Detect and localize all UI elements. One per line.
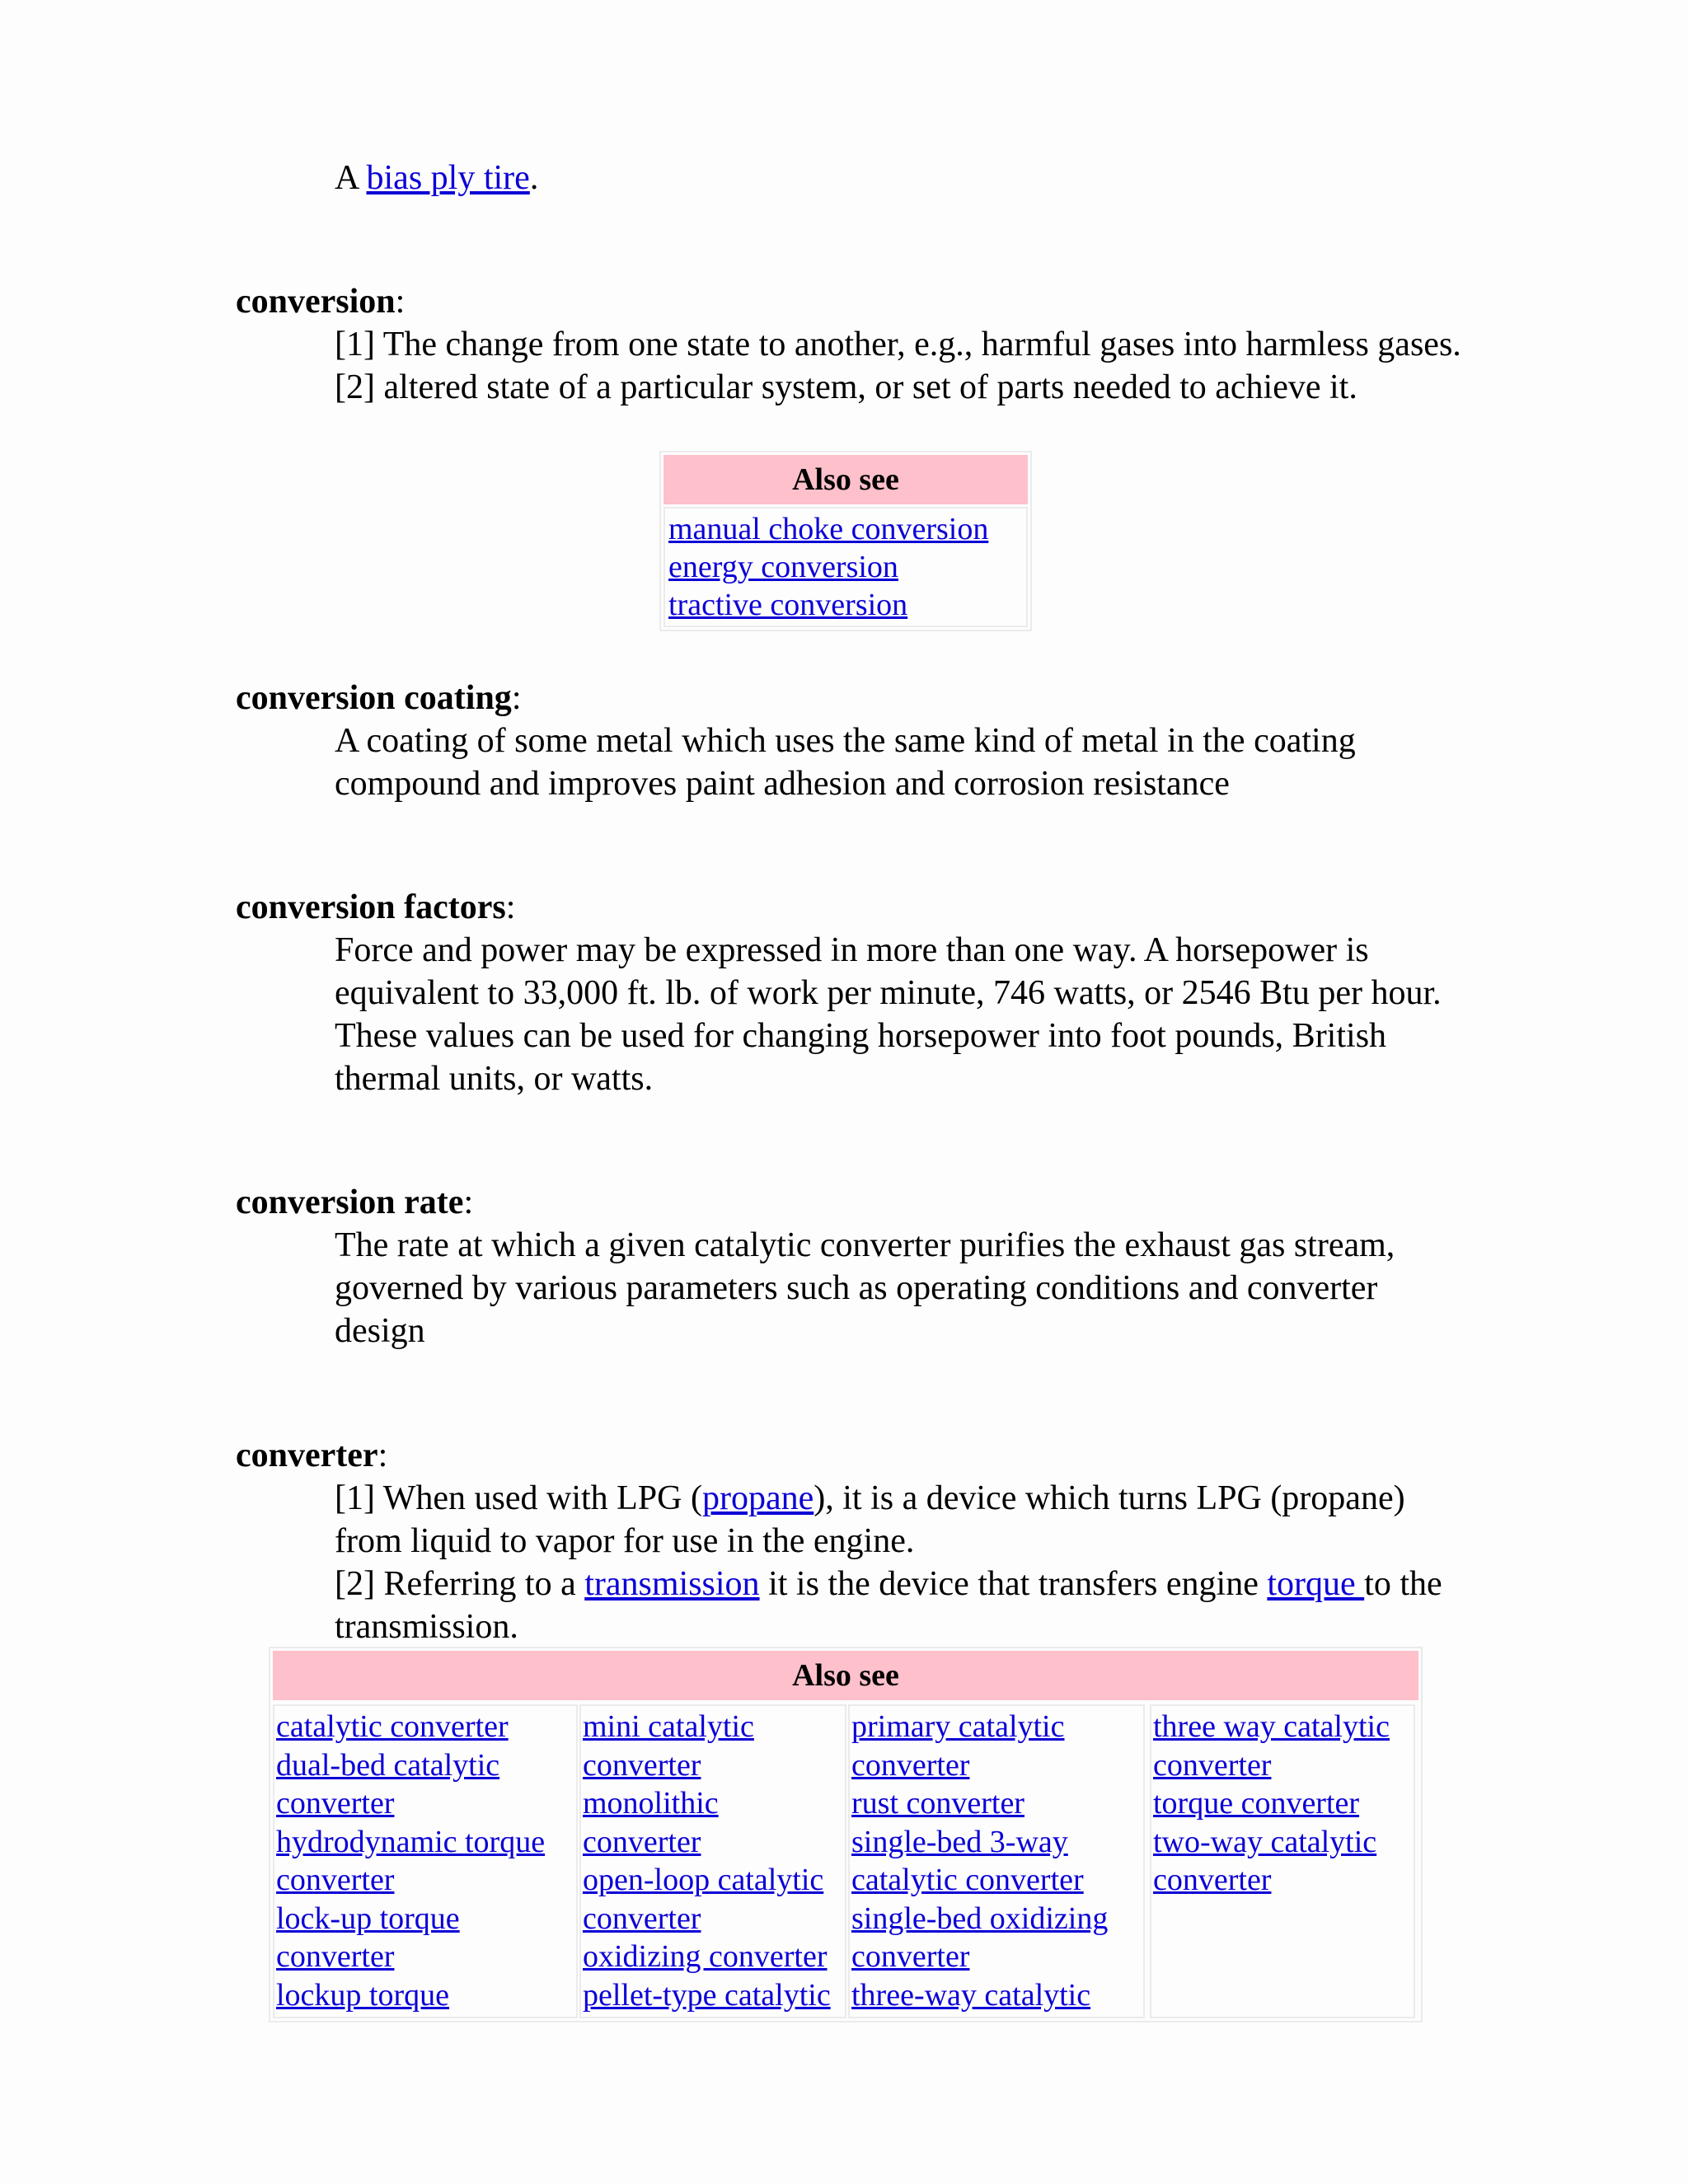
also-see-heading: Also see bbox=[273, 1651, 1418, 1700]
also-see-heading: Also see bbox=[663, 455, 1028, 504]
also-see-link[interactable]: mini catalytic bbox=[583, 1709, 754, 1744]
also-see-link[interactable]: open-loop catalytic bbox=[583, 1863, 824, 1897]
also-see-link[interactable]: lock-up torque bbox=[276, 1900, 460, 1936]
propane-link[interactable]: propane bbox=[701, 1479, 814, 1517]
also-see-link[interactable]: two-way catalytic bbox=[1153, 1824, 1377, 1859]
also-see-column-1 bbox=[273, 1704, 578, 2018]
transmission-link[interactable]: transmission bbox=[584, 1565, 760, 1603]
also-see-link[interactable]: converter bbox=[276, 1939, 395, 1974]
also-see-links bbox=[663, 507, 1028, 627]
also-see-columns bbox=[273, 1704, 1418, 2018]
bias-ply-tire-link[interactable]: bias ply tire bbox=[366, 159, 530, 197]
also-see-link[interactable]: oxidizing converter bbox=[583, 1939, 828, 1974]
definition-converter: [1] When used with LPG (propane), it is a device which turns LPG (propane) from liquid to vapor for use in the engine. [2] Referring to a transmission it is the device that transfers engine torque to the transmission. bbox=[335, 1479, 1442, 1646]
also-see-link[interactable]: single-bed 3-way bbox=[851, 1824, 1068, 1859]
tractive-conversion-link[interactable]: tractive conversion bbox=[668, 588, 908, 622]
also-see-link[interactable]: primary catalytic bbox=[851, 1709, 1065, 1744]
also-see-link[interactable]: three way catalytic bbox=[1153, 1709, 1390, 1744]
also-see-link[interactable]: converter bbox=[851, 1939, 970, 1974]
entry-conversion-rate: conversion rate: The rate at which a given catalytic converter purifies the exhaust gas stream, governed by various parameters such as operating conditions and converter design bbox=[236, 1181, 1472, 1352]
entry-conversion-factors: conversion factors: Force and power may be expressed in more than one way. A horsepower is equivalent to 33,000 ft. lb. of work per minute, 746 watts, or 2546 Btu per hour. These values can be used for changing horsepower into foot pounds, British thermal units, or watts. bbox=[236, 886, 1472, 1100]
also-see-link[interactable]: catalytic converter bbox=[851, 1863, 1084, 1897]
also-see-link[interactable]: single-bed oxidizing bbox=[851, 1900, 1109, 1936]
also-see-link[interactable]: converter bbox=[851, 1747, 970, 1783]
also-see-link[interactable]: converter bbox=[583, 1824, 701, 1859]
also-see-column-4 bbox=[1150, 1704, 1415, 2018]
also-see-link[interactable]: monolithic bbox=[583, 1786, 719, 1821]
term-conversion-coating: conversion coating bbox=[236, 679, 512, 717]
definition-conversion: [1] The change from one state to another, e.g., harmful gases into harmless gases. [2] altered state of a particular system, or set of parts needed to achieve it. bbox=[335, 326, 1461, 406]
definition-conversion-factors: Force and power may be expressed in more than one way. A horsepower is equivalent to 33,000 ft. lb. of work per minute, 746 watts, or 2546 Btu per hour. These values can be used for changing horsepower into foot pounds, British thermal units, or watts. bbox=[335, 931, 1442, 1098]
term-converter: converter bbox=[236, 1436, 378, 1474]
also-see-link[interactable]: catalytic converter bbox=[276, 1709, 509, 1744]
intro-line: A bias ply tire. bbox=[335, 159, 539, 197]
also-see-link[interactable]: converter bbox=[1153, 1863, 1272, 1897]
also-see-link[interactable]: converter bbox=[583, 1900, 701, 1936]
also-see-link[interactable]: rust converter bbox=[851, 1786, 1025, 1821]
entry-converter: converter: [1] When used with LPG (propane), it is a device which turns LPG (propane) from liquid to vapor for use in the engine. [2] Referring to a transmission it is the device that transfers engine torque to the transmission. bbox=[236, 1434, 1472, 1648]
also-see-column-2 bbox=[579, 1704, 846, 2018]
also-see-link[interactable]: three-way catalytic bbox=[851, 1977, 1091, 2013]
also-see-link[interactable]: pellet-type catalytic bbox=[583, 1977, 831, 2013]
also-see-link[interactable]: converter bbox=[583, 1747, 701, 1783]
manual-choke-conversion-link[interactable]: manual choke conversion bbox=[668, 512, 989, 546]
entry-conversion-coating: conversion coating: A coating of some metal which uses the same kind of metal in the coating compound and improves paint adhesion and corrosion resistance bbox=[236, 677, 1472, 805]
energy-conversion-link[interactable]: energy conversion bbox=[668, 550, 898, 584]
definition-conversion-coating: A coating of some metal which uses the same kind of metal in the coating compound and improves paint adhesion and corrosion resistance bbox=[335, 722, 1356, 803]
also-see-box-converter bbox=[269, 1647, 1423, 2022]
definition-conversion-rate: The rate at which a given catalytic converter purifies the exhaust gas stream, governed by various parameters such as operating conditions and converter design bbox=[335, 1226, 1395, 1350]
also-see-link[interactable]: torque converter bbox=[1153, 1786, 1360, 1821]
term-conversion-rate: conversion rate bbox=[236, 1183, 464, 1221]
also-see-link[interactable]: converter bbox=[276, 1786, 395, 1821]
also-see-link[interactable]: converter bbox=[276, 1863, 395, 1897]
also-see-link[interactable]: hydrodynamic torque bbox=[276, 1824, 546, 1859]
also-see-link[interactable]: converter bbox=[1153, 1747, 1272, 1783]
also-see-column-3 bbox=[848, 1704, 1145, 2018]
torque-link[interactable]: torque bbox=[1267, 1565, 1365, 1603]
also-see-box-conversion bbox=[659, 451, 1032, 631]
entry-conversion: conversion: [1] The change from one state to another, e.g., harmful gases into harmless gases. [2] altered state of a particular system, or set of parts needed to achieve it. bbox=[236, 280, 1472, 409]
term-conversion: conversion bbox=[236, 283, 396, 321]
term-conversion-factors: conversion factors bbox=[236, 888, 506, 926]
also-see-link[interactable]: dual-bed catalytic bbox=[276, 1747, 500, 1783]
also-see-link[interactable]: lockup torque bbox=[276, 1977, 450, 2013]
